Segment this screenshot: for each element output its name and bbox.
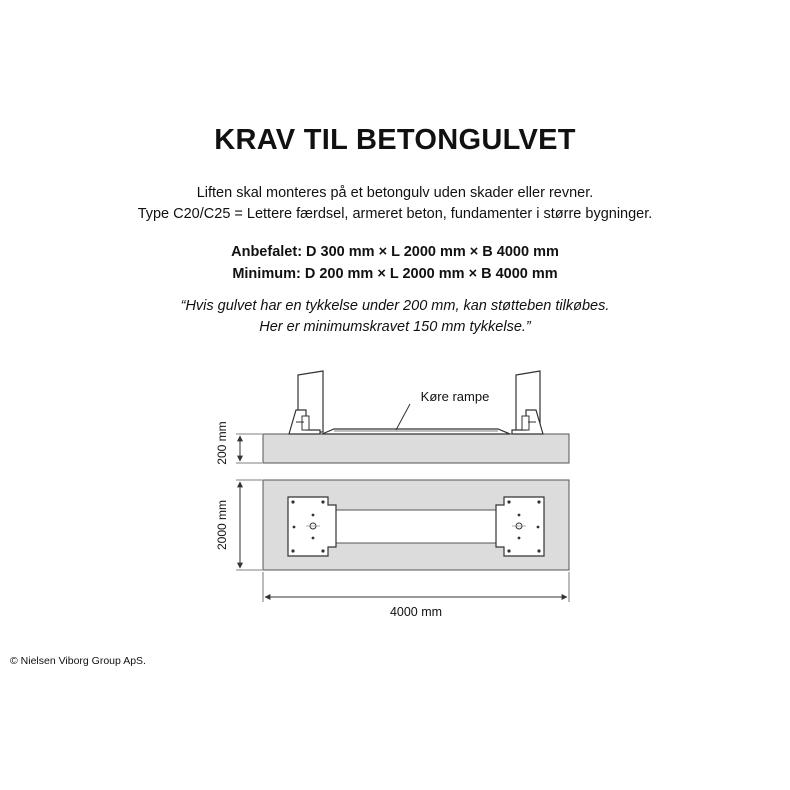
left-base-plate: [288, 497, 336, 556]
intro-line-2: Type C20/C25 = Lettere færdsel, armeret beton, fundamenter i større bygninger.: [137, 206, 653, 222]
depth-label: 200 mm: [215, 421, 229, 465]
copyright-notice: © Nielsen Viborg Group ApS.: [10, 655, 146, 667]
intro-line-1: Liften skal monteres på et betongulv uden skader eller revner.: [196, 185, 594, 201]
recommended-requirement: Anbefalet: D 300 mm × L 2000 mm × B 4000 mm: [231, 244, 559, 260]
top-view: [215, 480, 569, 619]
depth-dimension: [236, 434, 262, 463]
note-line-1: “Hvis gulvet har en tykkelse under 200 mm, kan støtteben tilkøbes.: [180, 298, 610, 314]
side-view-slab: [263, 434, 569, 463]
length-label: 2000 mm: [215, 499, 229, 551]
right-lift-column: [512, 371, 543, 434]
length-dimension: [236, 480, 262, 570]
width-dimension: [263, 572, 569, 602]
ramp-label: Køre rampe: [420, 389, 490, 404]
drive-ramp: [322, 429, 510, 434]
right-base-plate: [496, 497, 544, 556]
ramp-leader-line: [396, 404, 410, 430]
left-lift-column: [289, 371, 323, 434]
note-line-2: Her er minimumskravet 150 mm tykkelse.”: [259, 319, 531, 335]
width-label: 4000 mm: [389, 605, 443, 619]
side-view: [215, 371, 569, 465]
page-title: KRAV TIL BETONGULVET: [214, 124, 576, 156]
minimum-requirement: Minimum: D 200 mm × L 2000 mm × B 4000 mm: [232, 266, 558, 282]
ramp-top-view: [334, 510, 498, 543]
